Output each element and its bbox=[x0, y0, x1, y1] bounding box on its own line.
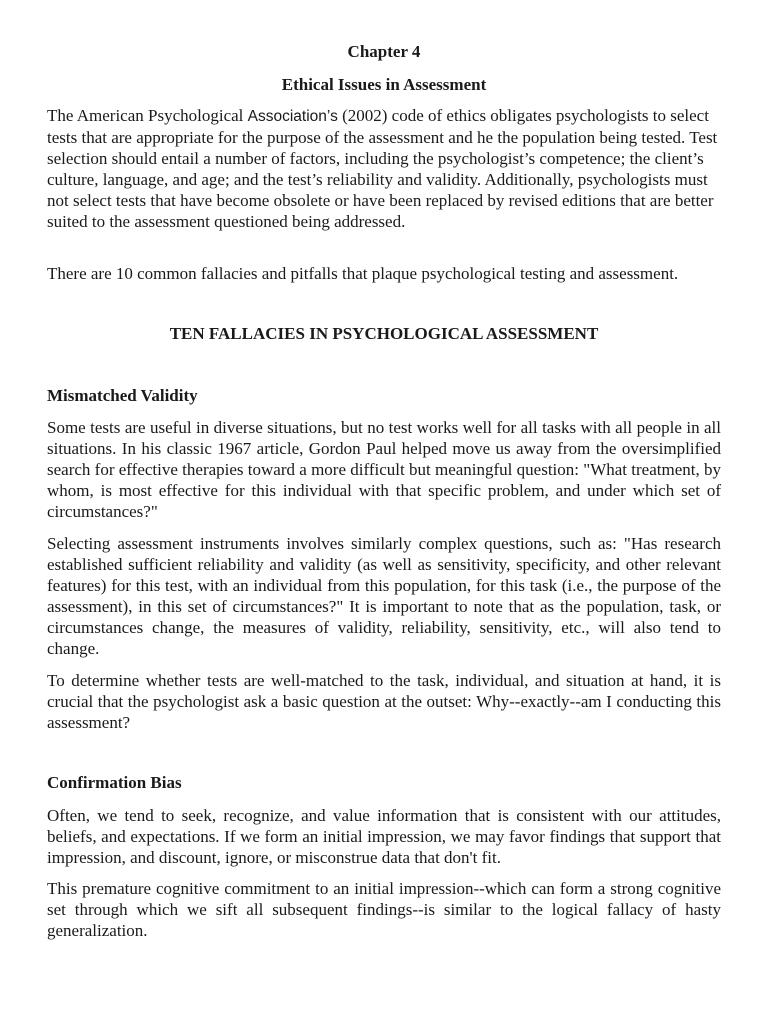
heading-mismatched-validity: Mismatched Validity bbox=[47, 386, 198, 405]
heading-confirmation-bias: Confirmation Bias bbox=[47, 773, 182, 792]
mismatched-paragraph-3: To determine whether tests are well-matched to the task, individual, and situation at hand, it is crucial that the psychologist ask a basic question at the outset: Why--exactly--am I conducting this assessment? bbox=[47, 671, 721, 732]
intro-text-start: The American Psychological bbox=[47, 106, 244, 125]
chapter-label: Chapter 4 bbox=[347, 42, 421, 61]
intro-text-rest: (2002) code of ethics obligates psychologists to select tests that are appropriate for the purpose of the assessment and he the population being tested. Test selection should entail a number of factors, including the psychologist’s competence; the client’s culture, language, and age; and the test’s reliability and validity. Additionally, psychologists must not select tests that have become obsolete or have been replaced by revised editions that are better suited to the assessment questioned being addressed. bbox=[47, 106, 718, 231]
intro-emphasis-word: Association’s bbox=[247, 108, 338, 125]
chapter-title: Ethical Issues in Assessment bbox=[281, 75, 487, 94]
mismatched-paragraph-1: Some tests are useful in diverse situations, but no test works well for all tasks with all people in all situations. In his classic 1967 article, Gordon Paul helped move us away from the oversimplified search for effective therapies toward a more difficult but meaningful question: "What treatment, by whom, is most effective for this individual with that specific problem, and under which set of circumstances?" bbox=[47, 418, 721, 521]
confirmation-paragraph-1: Often, we tend to seek, recognize, and value information that is consistent with our attitudes, beliefs, and expectations. If we form an initial impression, we may favor findings that support that impression, and discount, ignore, or misconstrue data that don't fit. bbox=[47, 806, 721, 867]
mismatched-paragraph-2: Selecting assessment instruments involves similarly complex questions, such as: "Has research established sufficient reliability and validity (as well as sensitivity, specificity, and other relevant features) for this test, with an individual from this population, for this task (i.e., the purpose of the assessment), in this set of circumstances?" It is important to note that as the population, task, or circumstances change, the measures of validity, reliability, sensitivity, etc., will also tend to change. bbox=[47, 534, 721, 658]
section-title: TEN FALLACIES IN PSYCHOLOGICAL ASSESSMENT bbox=[169, 324, 599, 343]
intro-paragraph-1 bbox=[47, 105, 721, 232]
confirmation-paragraph-2: This premature cognitive commitment to an initial impression--which can form a strong cognitive set through which we sift all subsequent findings--is similar to the logical fallacy of hasty generalization. bbox=[47, 879, 721, 940]
intro-paragraph-2: There are 10 common fallacies and pitfalls that plaque psychological testing and assessment. bbox=[47, 264, 679, 283]
